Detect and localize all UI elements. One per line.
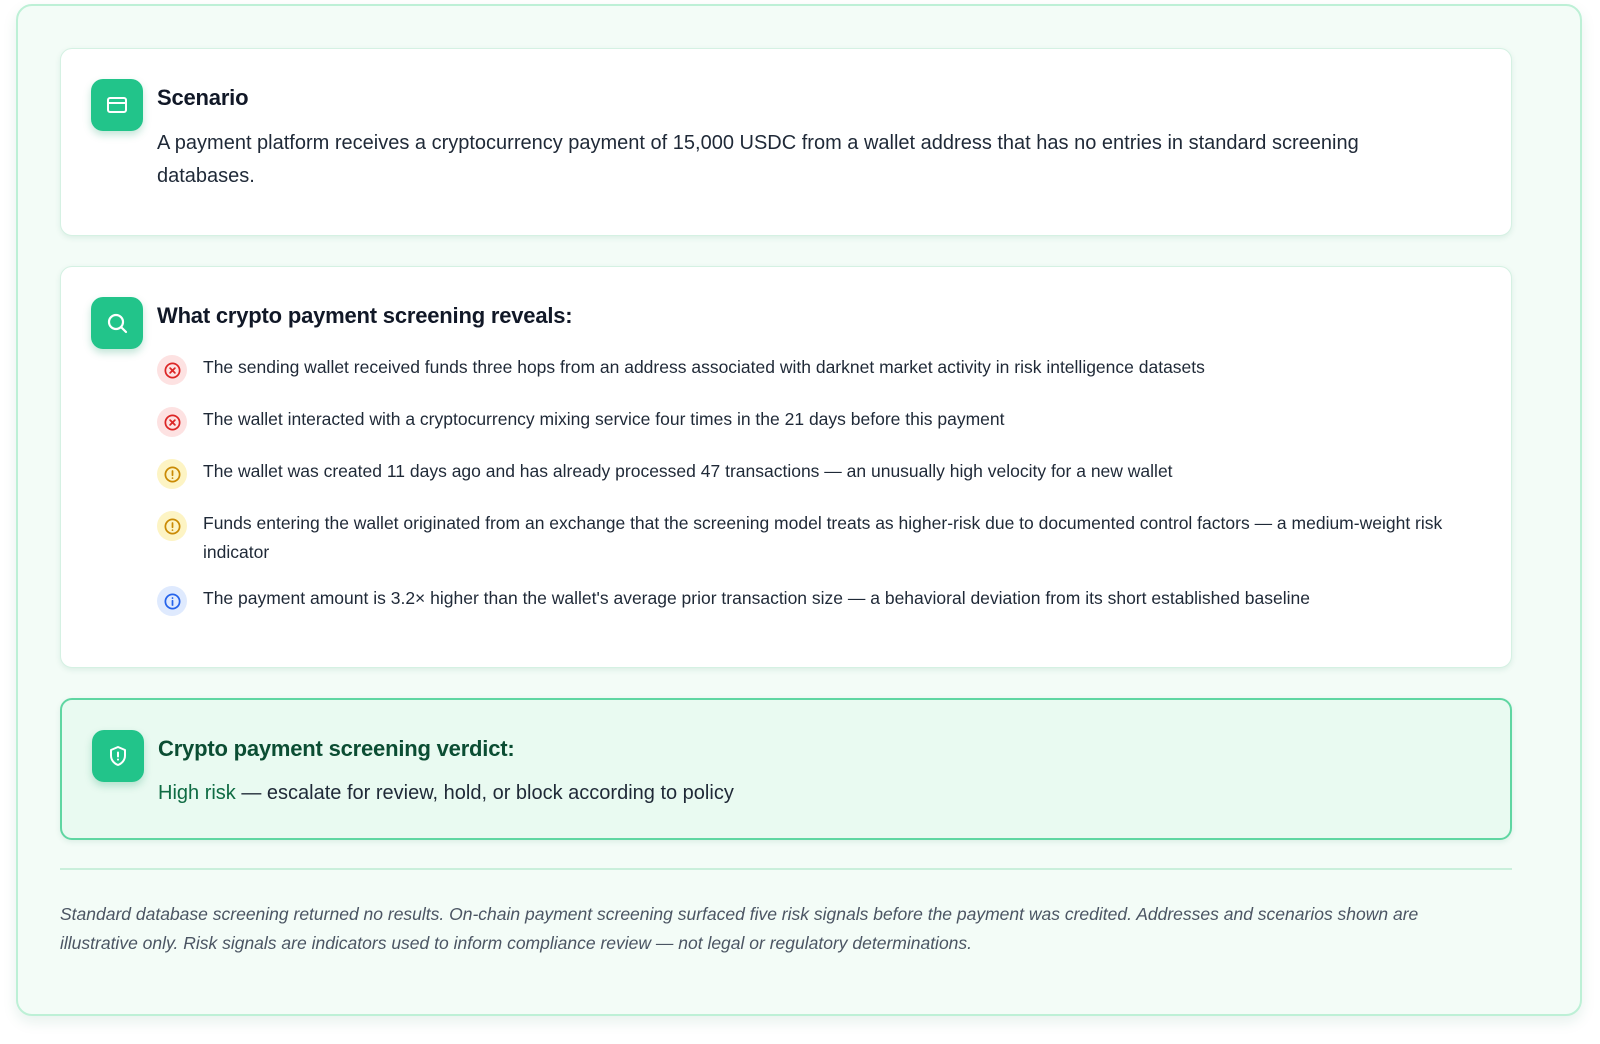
screening-panel [16, 4, 1582, 1016]
scenario-title: Scenario [157, 85, 249, 110]
risk-signal-item [157, 509, 1457, 567]
risk-level: High risk [158, 782, 236, 804]
risk-signal-item [157, 457, 1457, 486]
signal-text: The wallet was created 11 days ago and has already processed 47 transactions — an unusually high velocity for a new wallet [203, 461, 1173, 481]
scenario-card [60, 48, 1512, 236]
alert-circle-icon [157, 459, 187, 489]
verdict-text [158, 778, 734, 808]
reveals-card [60, 266, 1512, 668]
signal-text: The sending wallet received funds three hops from an address associated with darknet market activity in risk intelligence datasets [203, 357, 1205, 377]
card-icon [91, 79, 143, 131]
signal-text: The payment amount is 3.2× higher than the wallet's average prior transaction size — a behavioral deviation from its short established baseline [203, 588, 1310, 608]
signal-text: Funds entering the wallet originated from an exchange that the screening model treats as higher-risk due to documented control factors — a medium-weight risk indicator [203, 513, 1443, 562]
shield-alert-icon [92, 730, 144, 782]
risk-signal-list [157, 353, 1457, 613]
alert-circle-icon [157, 511, 187, 541]
verdict-action: — escalate for review, hold, or block according to policy [235, 782, 734, 804]
verdict-title: Crypto payment screening verdict: [158, 736, 515, 761]
search-icon [91, 297, 143, 349]
divider [60, 868, 1512, 870]
x-circle-icon [157, 407, 187, 437]
signal-text: The wallet interacted with a cryptocurrency mixing service four times in the 21 days before this payment [203, 409, 1005, 429]
info-circle-icon [157, 586, 187, 616]
risk-signal-item [157, 353, 1457, 382]
risk-signal-item [157, 584, 1457, 613]
x-circle-icon [157, 355, 187, 385]
verdict-card [60, 698, 1512, 840]
risk-signal-item [157, 405, 1457, 434]
scenario-text: A payment platform receives a cryptocurrency payment of 15,000 USDC from a wallet address that has no entries in standard screening databases. [157, 132, 1359, 187]
reveals-title: What crypto payment screening reveals: [157, 303, 573, 328]
footnote: Standard database screening returned no results. On-chain payment screening surfaced five risk signals before the payment was credited. Addresses and scenarios shown are illustrative only. Risk signals are indicators used to inform compliance review — not legal or regulatory determinations. [60, 904, 1419, 953]
